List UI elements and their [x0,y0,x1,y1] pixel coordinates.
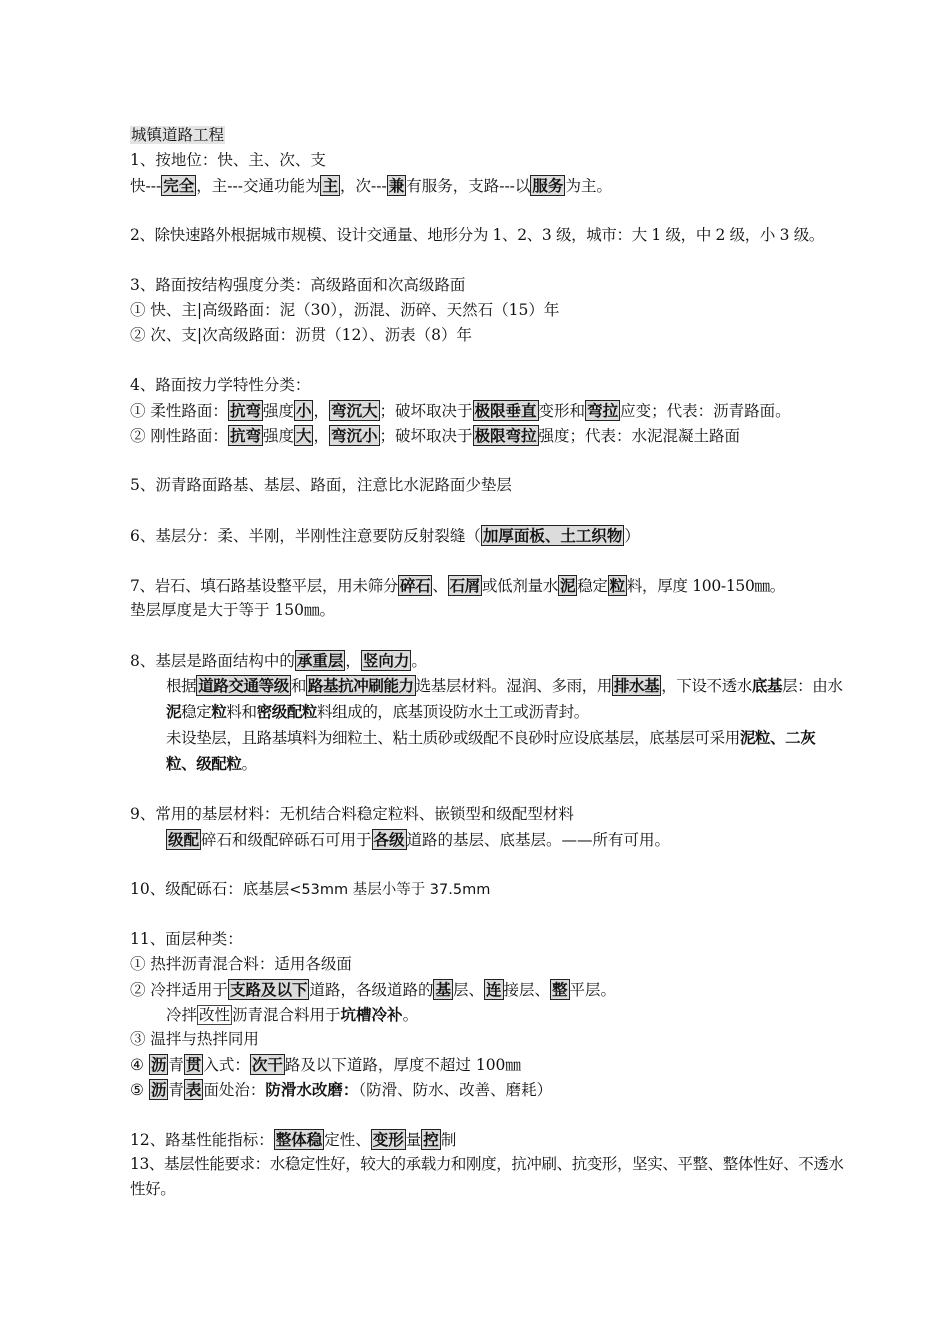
s11-heading: 11、面层种类： [130,930,243,948]
s3-line2: ② 次、支|次高级路面：沥贯（12）、沥表（8）年 [130,326,472,344]
s9-heading: 9、常用的基层材料：无机结合料稳定粒料、嵌锁型和级配型材料 [130,805,574,823]
s5-text: 5、沥青路面路基、基层、路面，注意比水泥路面少垫层 [130,476,512,494]
s11-line6: ⑤ 沥 青 表 面处治：防滑水改磨：（防滑、防水、改善、磨耗） [130,1080,553,1099]
s8-para3: 未设垫层，且路基填料为细粒土、粘土质砂或级配不良砂时应设底基层，底基层可采用泥粒、二灰粒、级配粒。 [166,728,816,773]
s4-rigid: ② 刚性路面： 抗弯 强度 大 ， 弯沉小 ；破坏取决于 极限弯拉 强度；代表：水泥混凝土路面 [130,426,741,445]
s11-line4: ③ 温拌与热拌同用 [130,1030,259,1048]
s13-text: 13、基层性能要求：水稳定性好，较大的承载力和刚度，抗冲刷、抗变形，坚实、平整、整体性好、不透水性好。 [130,1155,844,1198]
s4-heading: 4、路面按力学特性分类： [130,376,311,394]
s11-line5: ④ 沥 青 贯 入式： 次干 路及以下道路，厚度不超过 100㎜ [130,1055,521,1074]
s10-text: 10、级配砾石：底基层<53mm 基层小等于 37.5mm [130,880,491,898]
s4-flexible: ① 柔性路面： 抗弯 强度 小 ， 弯沉大 ；破坏取决于 极限垂直 变形和 弯拉 应变；代表：沥青路面。 [130,401,791,420]
s7-line1: 7、岩石、填石路基设整平层，用未筛分 碎石 、 石屑 或低剂量水 泥 稳定 粒 料，厚度 100-150㎜。 [130,576,785,595]
document-body [130,123,845,1202]
s7-line2: 垫层厚度是大于等于 150㎜。 [130,601,336,619]
s8-para2: 根据 道路交通等级 和 路基抗冲刷能力 选基层材料。湿润、多雨，用 排水基 ，下设不透水底基层：由水泥稳定粒料和密级配粒料组成的，底基顶设防水土工或沥青封。 [166,676,843,721]
s8-line1: 8、基层是路面结构中的 承重层 ， 竖向力 。 [130,651,427,670]
s3-heading: 3、路面按结构强度分类：高级路面和次高级路面 [130,276,466,294]
s9-body: 级配 碎石和级配碎砾石可用于 各级 道路的基层、底基层。——所有可用。 [168,830,671,849]
s11-line3: 冷拌 改性 沥青混合料用于坑槽冷补。 [166,1005,419,1024]
doc-title: 城镇道路工程 [131,126,225,144]
s6-text: 6、基层分：柔、半刚，半刚性注意要防反射裂缝（ 加厚面板、土工织物 ） [130,526,640,545]
s11-line2: ② 冷拌适用于 支路及以下 道路，各级道路的 基 层、 连 接层、 整 平层。 [130,980,617,999]
s3-line1: ① 快、主|高级路面：泥（30），沥混、沥碎、天然石（15）年 [130,301,560,319]
s1-heading: 1、按地位：快、主、次、支 [130,151,326,169]
s1-body: 快--- 完全 ，主---交通功能为 主 ，次--- 兼 有服务，支路---以 服务 为主。 [130,176,612,195]
s11-line1: ① 热拌沥青混合料：适用各级面 [130,955,352,973]
s12-text: 12、路基性能指标： 整体稳 定性、 变形 量 控 制 [130,1130,457,1149]
s2-text: 2、除快速路外根据城市规模、设计交通量、地形分为 1、2、3 级，城市：大 1 级，中 2 级，小 3 级。 [130,226,825,244]
